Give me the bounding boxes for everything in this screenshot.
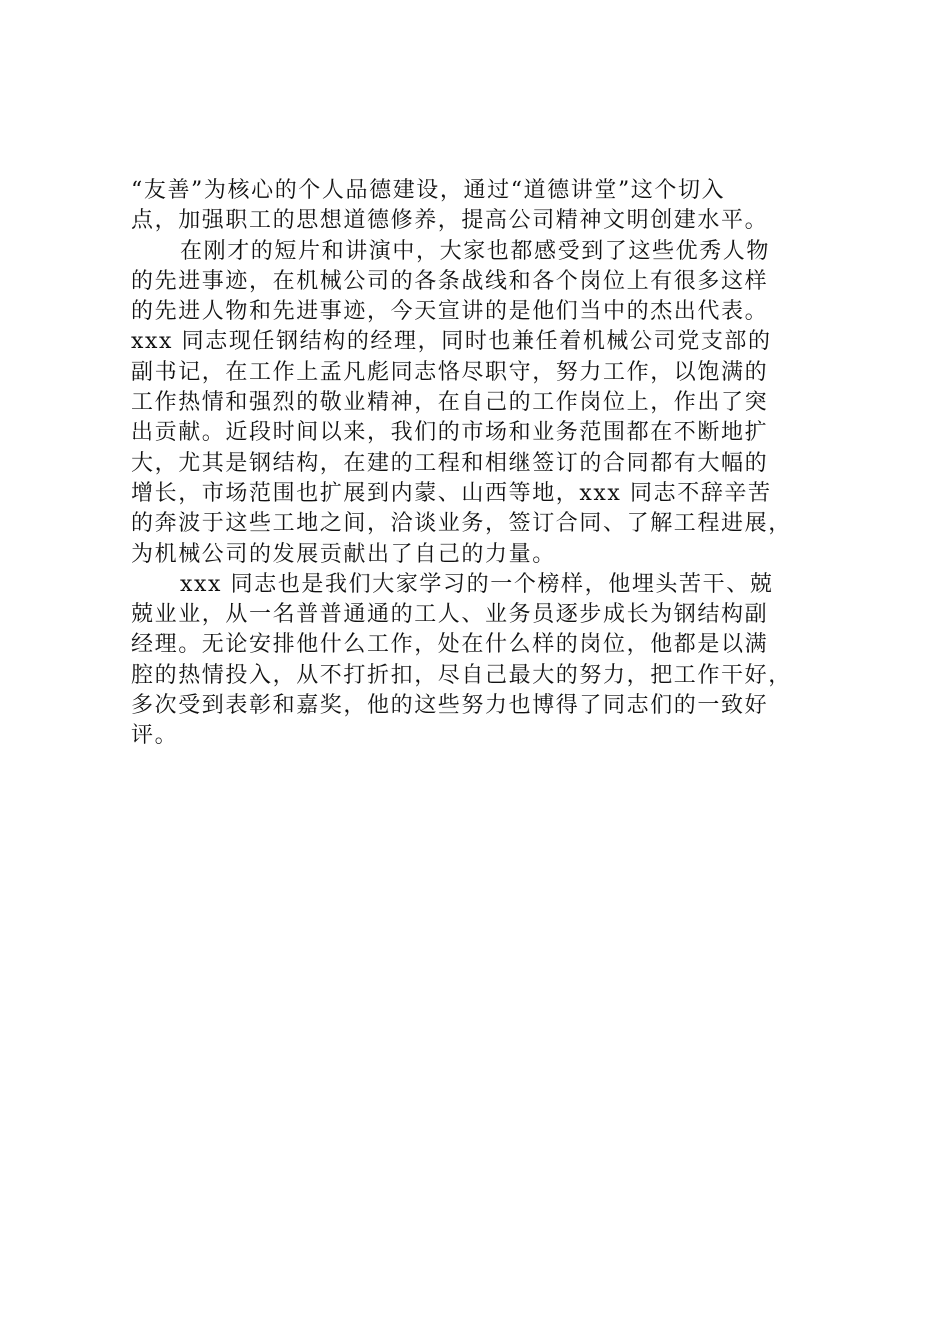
text-line: 兢业业，从一名普普通通的工人、业务员逐步成长为钢结构副 — [131, 602, 769, 628]
text-line: 的先进事迹，在机械公司的各条战线和各个岗位上有很多这样 — [131, 268, 769, 294]
text-line: xxx 同志也是我们大家学习的一个榜样，他埋头苦干、兢 — [180, 571, 774, 597]
text-line: “友善”为核心的个人品德建设，通过“道德讲堂”这个切入 — [131, 178, 726, 203]
text-line: 评。 — [131, 723, 179, 749]
text-line: 增长，市场范围也扩展到内蒙、山西等地，xxx 同志不辞辛苦 — [131, 480, 772, 506]
text-line: 的奔波于这些工地之间，洽谈业务，签订合同、了解工程进展， — [131, 511, 792, 537]
text-line: 出贡献。近段时间以来，我们的市场和业务范围都在不断地扩 — [131, 420, 769, 446]
text-line: 大，尤其是钢结构，在建的工程和相继签订的合同都有大幅的 — [131, 450, 769, 476]
text-line: 经理。无论安排他什么工作，处在什么样的岗位，他都是以满 — [131, 632, 769, 658]
paragraph-2 — [131, 237, 841, 570]
paragraph-1 — [131, 176, 841, 237]
text-line: 多次受到表彰和嘉奖，他的这些努力也博得了同志们的一致好 — [131, 693, 769, 719]
text-line: 工作热情和强烈的敬业精神，在自己的工作岗位上，作出了突 — [131, 390, 769, 416]
paragraph-3 — [131, 570, 841, 752]
text-line: 腔的热情投入，从不打折扣，尽自己最大的努力，把工作干好， — [131, 662, 792, 688]
text-line: 为机械公司的发展贡献出了自己的力量。 — [131, 541, 556, 567]
text-line: 的先进人物和先进事迹，今天宣讲的是他们当中的杰出代表。 — [131, 299, 769, 325]
text-line: 在刚才的短片和讲演中，大家也都感受到了这些优秀人物 — [180, 238, 771, 264]
text-line: 点，加强职工的思想道德修养，提高公司精神文明创建水平。 — [131, 208, 769, 234]
text-line: xxx 同志现任钢结构的经理，同时也兼任着机械公司党支部的 — [131, 329, 772, 355]
body-text — [131, 176, 841, 752]
text-line: 副书记，在工作上孟凡彪同志恪尽职守，努力工作，以饱满的 — [131, 359, 769, 385]
